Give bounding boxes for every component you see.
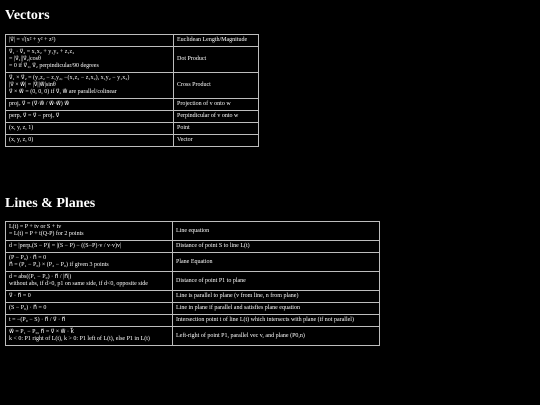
formula-cell: [6, 303, 173, 315]
formula-line: |v⃗| = √(x² + y² + z²): [9, 37, 56, 43]
formula-line: d = |perpᵥ(S − P)| = |(S − P) − ((S−P)·v / v·v)v|: [9, 243, 122, 249]
description-cell: Line equation: [173, 222, 380, 241]
formula-cell: [6, 327, 173, 346]
description-cell: Plane Equation: [173, 253, 380, 272]
formula-line: v⃗₁ × v⃗₂ = (y₁z₂ − z₁y₂, −(x₁z₂ − z₁x₂), x₁y₂ − y₁x₂): [9, 75, 130, 81]
formula-cell: [6, 241, 173, 253]
description-cell: Euclidean Length/Magnitude: [174, 35, 259, 47]
description-cell: Vector: [174, 135, 259, 147]
formula-cell: [6, 123, 174, 135]
formula-line: v⃗₁ · v⃗₂ = x₁x₂ + y₁y₂ + z₁z₂: [9, 49, 75, 55]
table-row: [6, 123, 259, 135]
formula-line: v⃗ · n⃗ = 0: [9, 293, 31, 299]
table-row: [6, 272, 380, 291]
description-cell: Perpindicular of v onto w: [174, 111, 259, 123]
section-heading-vectors: Vectors: [5, 8, 50, 23]
description-cell: Cross Product: [174, 73, 259, 99]
description-cell: Intersection point t of line L(t) which intersects with plane (if not parallel): [173, 315, 380, 327]
formula-line: (x, y, z, 1): [9, 125, 34, 131]
formula-line: w⃗ = P₁ − P₀, n⃗ = v⃗ × w⃗ · k⃗: [9, 329, 75, 335]
formula-line: (S − P₀) · n⃗ = 0: [9, 305, 47, 311]
table-row: [6, 222, 380, 241]
formula-line: L(t) = P + tv or S + tv: [9, 224, 62, 230]
table-row: [6, 73, 259, 99]
table-row: [6, 241, 380, 253]
formula-cell: [6, 35, 174, 47]
description-cell: Left-right of point P1, parallel vec v, and plane (P0,n): [173, 327, 380, 346]
formula-cell: [6, 222, 173, 241]
formula-cell: [6, 99, 174, 111]
formula-line: n⃗ = (P₁ − P₀) × (P₂ − P₀) if given 3 points: [9, 262, 109, 268]
description-cell: Distance of point S to line L(t): [173, 241, 380, 253]
table-row: [6, 303, 380, 315]
table-row: [6, 135, 259, 147]
formula-line: without abs, if d>0, p1 on same side, if d<0, opposite side: [9, 281, 148, 287]
table-row: [6, 315, 380, 327]
lines-planes-table: [5, 221, 380, 346]
formula-cell: [6, 291, 173, 303]
formula-cell: [6, 47, 174, 73]
description-cell: Point: [174, 123, 259, 135]
formula-line: |v⃗ × w⃗| = |v⃗||w⃗|sinθ: [9, 82, 56, 88]
formula-line: d = abs((P₁ − P₀) · n⃗ / |n⃗|): [9, 274, 72, 280]
formula-cell: [6, 135, 174, 147]
formula-line: v⃗ × w⃗ = (0, 0, 0) if v⃗, w⃗ are parallel/colinear: [9, 89, 117, 95]
formula-line: k < 0: P1 right of L(t), k > 0: P1 left of L(t), else P1 in L(t): [9, 336, 150, 342]
table-row: [6, 111, 259, 123]
formula-line: (P − P₀) · n⃗ = 0: [9, 255, 47, 261]
table-row: [6, 253, 380, 272]
description-cell: Distance of point P1 to plane: [173, 272, 380, 291]
formula-line: = 0 if v⃗₁, v⃗₂ perpindicular/90 degrees: [9, 63, 99, 69]
formula-line: (x, y, z, 0): [9, 137, 34, 143]
table-row: [6, 99, 259, 111]
formula-line: t = −(P₀ − S) · n⃗ / v⃗ · n⃗: [9, 317, 66, 323]
formula-cell: [6, 73, 174, 99]
table-row: [6, 327, 380, 346]
description-cell: Line in plane if parallel and satisfies plane equation: [173, 303, 380, 315]
table-row: [6, 291, 380, 303]
table-row: [6, 35, 259, 47]
description-cell: Dot Product: [174, 47, 259, 73]
formula-line: = L(t) = P + t(Q-P) for 2 points: [9, 231, 84, 237]
table-row: [6, 47, 259, 73]
section-heading-lines-planes: Lines & Planes: [5, 196, 96, 211]
description-cell: Projection of v onto w: [174, 99, 259, 111]
formula-line: projᵥ v⃗ = (v⃗·w⃗ / w⃗·w⃗) w⃗: [9, 101, 70, 107]
formula-cell: [6, 111, 174, 123]
description-cell: Line is parallel to plane (v from line, n from plane): [173, 291, 380, 303]
formula-line: perpᵥ v⃗ = v⃗ − projᵥ v⃗: [9, 113, 60, 119]
vectors-table: [5, 34, 259, 147]
formula-cell: [6, 253, 173, 272]
formula-cell: [6, 272, 173, 291]
formula-line: = |v⃗₁||v⃗₂|cosθ: [9, 56, 41, 62]
formula-cell: [6, 315, 173, 327]
